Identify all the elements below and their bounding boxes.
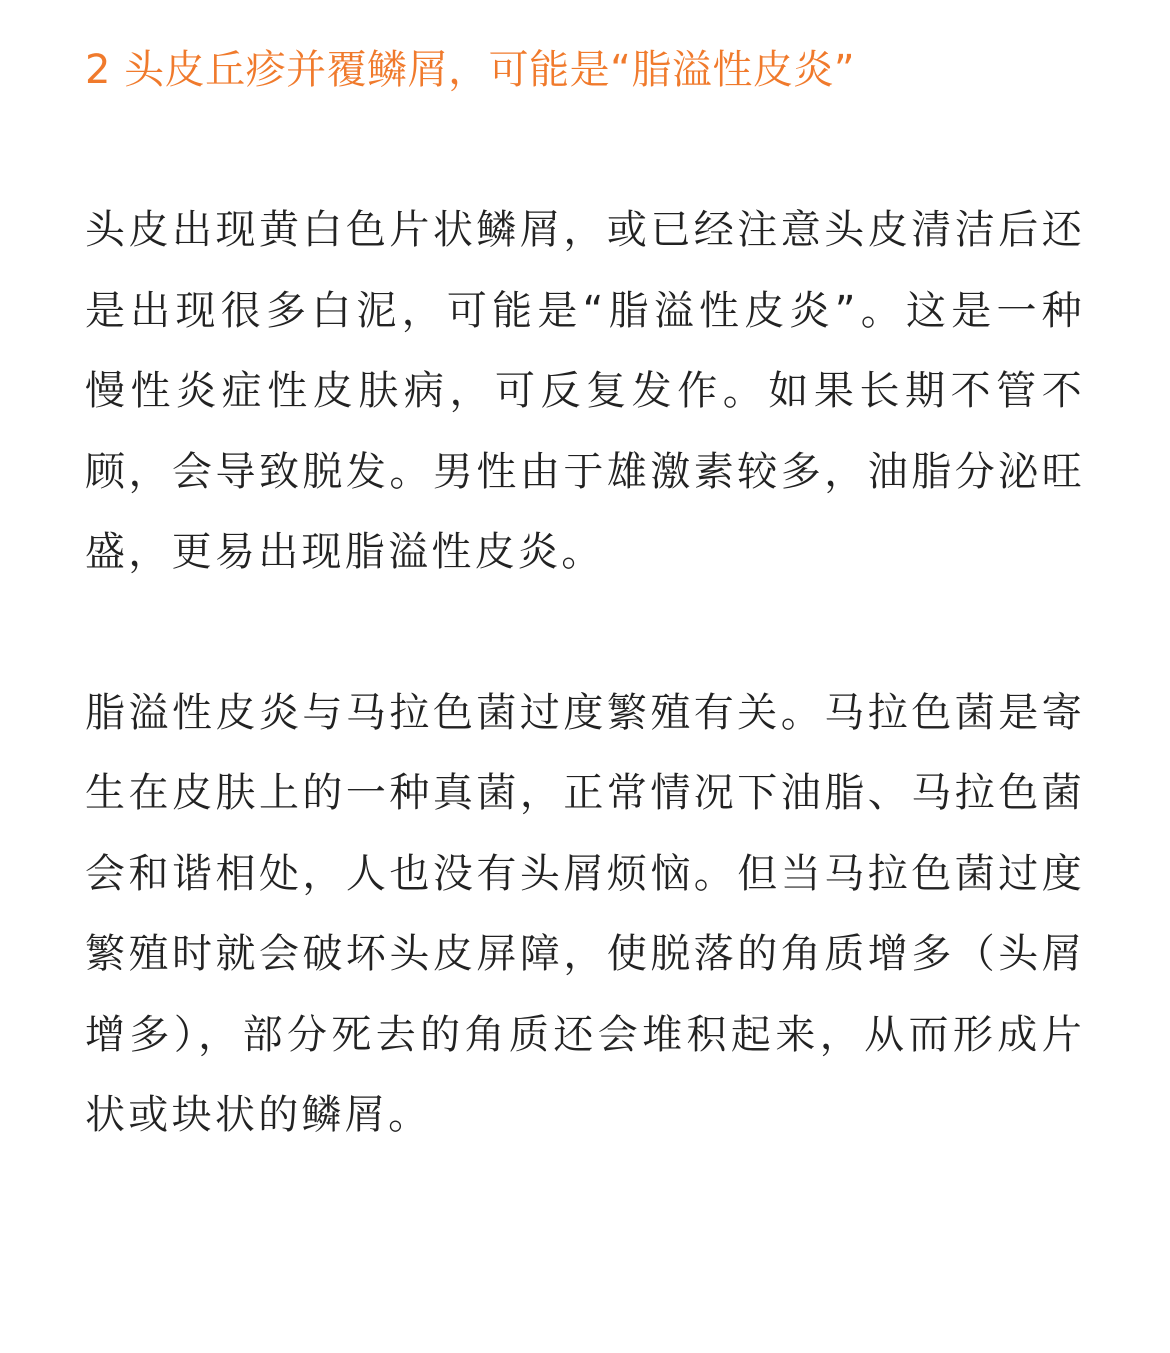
section-heading-number: 2: [85, 47, 111, 93]
paragraph-malassezia-cause: 脂溢性皮炎与马拉色菌过度繁殖有关。马拉色菌是寄生在皮肤上的一种真菌，正常情况下油脂、马拉色菌会和谐相处，人也没有头屑烦恼。但当马拉色菌过度繁殖时就会破坏头皮屏障，使脱落的角质增多（头屑增多），部分死去的角质还会堆积起来，从而形成片状或块状的鳞屑。: [85, 689, 1085, 1138]
section-heading: [85, 40, 1085, 100]
section-heading-text: 头皮丘疹并覆鳞屑，可能是“脂溢性皮炎”: [124, 47, 856, 93]
paragraph-seborrheic-dermatitis-overview: 头皮出现黄白色片状鳞屑，或已经注意头皮清洁后还是出现很多白泥，可能是“脂溢性皮炎”。这是一种慢性炎症性皮肤病，可反复发作。如果长期不管不顾，会导致脱发。男性由于雄激素较多，油脂分泌旺盛，更易出现脂溢性皮炎。: [85, 207, 1085, 575]
